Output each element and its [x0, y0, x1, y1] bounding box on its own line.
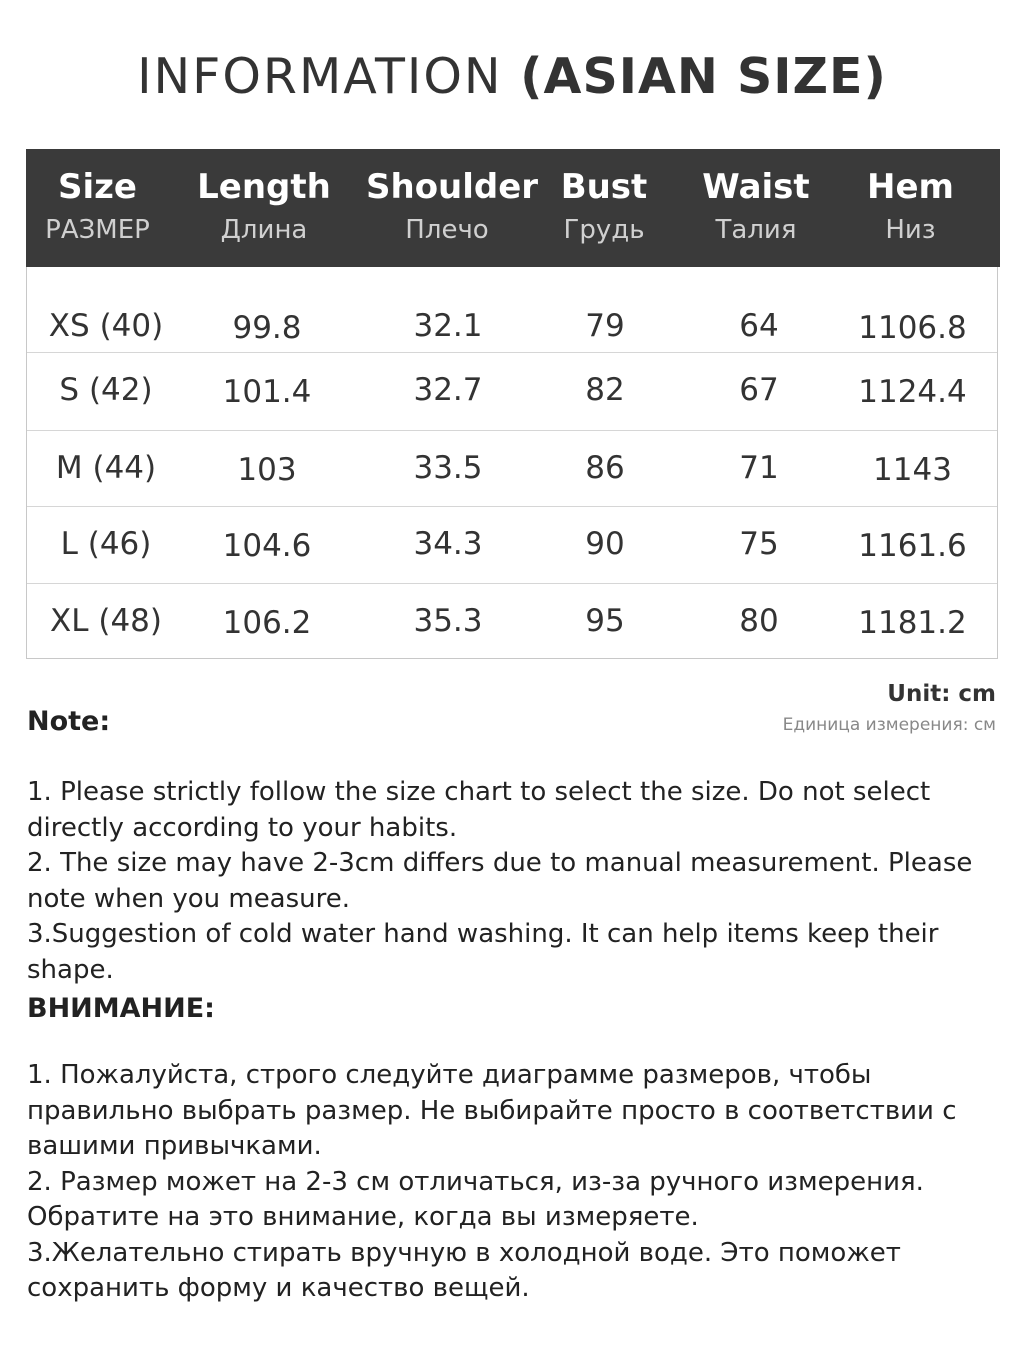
- note-ru-line: 3.Желательно стирать вручную в холодной воде. Это поможет сохранить форму и качество вещей.: [27, 1237, 901, 1303]
- header-size-en: Size: [58, 167, 137, 207]
- table-row: [27, 352, 997, 427]
- header-waist: [690, 149, 822, 267]
- cell-bust: 86: [585, 450, 625, 486]
- cell-hem: 1143: [873, 452, 952, 488]
- note-heading: Note:: [27, 706, 111, 737]
- note-ru-line: 2. Размер может на 2-3 см отличаться, из-за ручного измерения. Обратите на это внимание, когда вы измеряете.: [27, 1166, 924, 1232]
- page-title: [0, 48, 1024, 105]
- note-ru-heading: ВНИМАНИЕ:: [27, 993, 215, 1024]
- cell-length: 99.8: [232, 310, 302, 346]
- title-light: INFORMATION: [137, 48, 521, 105]
- cell-size: XL (48): [50, 603, 162, 639]
- header-hem: [838, 149, 983, 267]
- header-bust: [538, 149, 670, 267]
- cell-length: 101.4: [222, 374, 312, 410]
- note-list: [27, 775, 987, 988]
- cell-shoulder: 33.5: [413, 450, 483, 486]
- header-size: [26, 149, 169, 267]
- header-size-ru: РАЗМЕР: [45, 215, 150, 245]
- cell-bust: 90: [585, 526, 625, 562]
- table-row: [27, 583, 997, 658]
- cell-waist: 75: [739, 526, 779, 562]
- header-length-en: Length: [197, 167, 331, 207]
- header-shoulder: [366, 149, 539, 267]
- cell-waist: 64: [739, 308, 779, 344]
- cell-shoulder: 34.3: [413, 526, 483, 562]
- header-hem-ru: Низ: [885, 215, 936, 245]
- cell-shoulder: 32.1: [413, 308, 483, 344]
- note-ru-list: [27, 1058, 987, 1307]
- cell-waist: 71: [739, 450, 779, 486]
- header-waist-ru: Талия: [715, 215, 797, 245]
- header-length-ru: Длина: [220, 215, 308, 245]
- header-length: [184, 149, 344, 267]
- cell-size: L (46): [60, 526, 152, 562]
- cell-hem: 1106.8: [858, 310, 967, 346]
- cell-length: 106.2: [222, 605, 312, 641]
- cell-hem: 1181.2: [858, 605, 967, 641]
- cell-hem: 1161.6: [858, 528, 967, 564]
- cell-bust: 79: [585, 308, 625, 344]
- size-table: [26, 149, 998, 659]
- cell-length: 103: [237, 452, 297, 488]
- header-bust-ru: Грудь: [563, 215, 645, 245]
- cell-bust: 95: [585, 603, 625, 639]
- table-row: [27, 430, 997, 505]
- cell-hem: 1124.4: [858, 374, 967, 410]
- cell-size: S (42): [59, 372, 153, 408]
- unit-note: [783, 681, 996, 735]
- cell-waist: 80: [739, 603, 779, 639]
- header-shoulder-ru: Плечо: [405, 215, 489, 245]
- note-line: 3.Suggestion of cold water hand washing. It can help items keep their shape.: [27, 919, 939, 985]
- cell-bust: 82: [585, 372, 625, 408]
- header-shoulder-en: Shoulder: [366, 167, 539, 207]
- table-header: [26, 149, 1000, 267]
- cell-length: 104.6: [222, 528, 312, 564]
- note-line: 2. The size may have 2-3cm differs due to manual measurement. Please note when you measure.: [27, 848, 973, 914]
- cell-size: XS (40): [48, 308, 164, 344]
- cell-shoulder: 35.3: [413, 603, 483, 639]
- note-ru-line: 1. Пожалуйста, строго следуйте диаграмме размеров, чтобы правильно выбрать размер. Не выбирайте просто в соответствии с вашими привычками.: [27, 1060, 957, 1161]
- cell-size: M (44): [55, 450, 157, 486]
- cell-waist: 67: [739, 372, 779, 408]
- unit-en: Unit: cm: [887, 681, 996, 707]
- note-line: 1. Please strictly follow the size chart to select the size. Do not select directly according to your habits.: [27, 777, 931, 843]
- cell-shoulder: 32.7: [413, 372, 483, 408]
- header-bust-en: Bust: [560, 167, 648, 207]
- title-bold: (ASIAN SIZE): [520, 48, 887, 105]
- unit-ru: Единица измерения: см: [782, 715, 996, 735]
- table-row: [27, 506, 997, 581]
- header-hem-en: Hem: [867, 167, 954, 207]
- header-waist-en: Waist: [702, 167, 810, 207]
